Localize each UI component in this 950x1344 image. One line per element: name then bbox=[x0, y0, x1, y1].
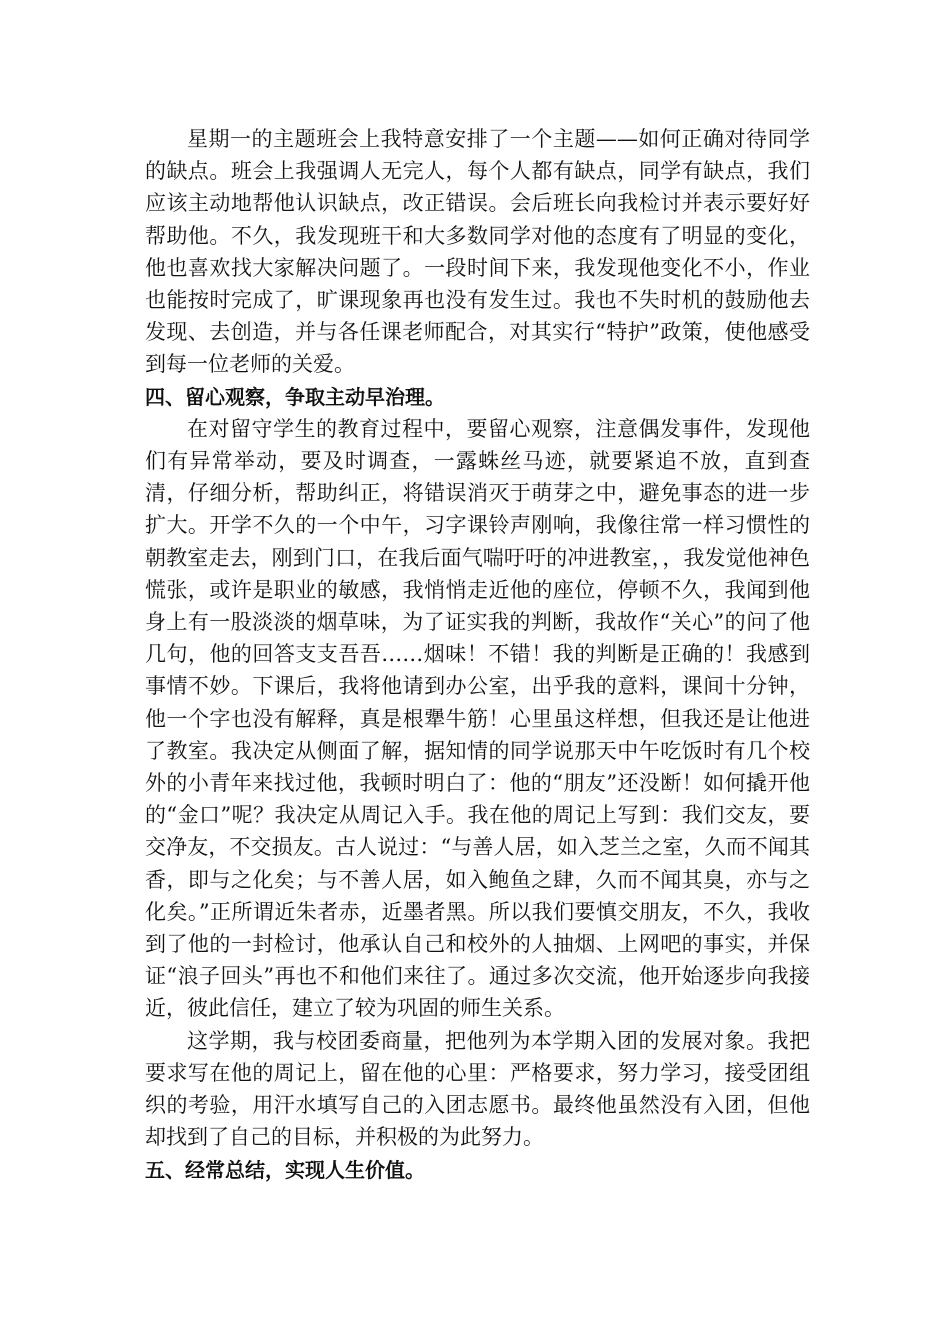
document-body bbox=[145, 123, 810, 1186]
body-paragraph-1: 星期一的主题班会上我特意安排了一个主题——如何正确对待同学的缺点。班会上我强调人无完人，每个人都有缺点，同学有缺点，我们应该主动地帮他认识缺点，改正错误。会后班长向我检讨并表示要好好帮助他。不久，我发现班干和大多数同学对他的态度有了明显的变化，他也喜欢找大家解决问题了。一段时间下来，我发现他变化不小，作业也能按时完成了，旷课现象再也没有发生过。我也不失时机的鼓励他去发现、去创造，并与各任课老师配合，对其实行“特护”政策，使他感受到每一位老师的关爱。 bbox=[145, 127, 810, 377]
section-heading-4: 四、留心观察，争取主动早治理。 bbox=[145, 384, 445, 409]
body-paragraph-2: 在对留守学生的教育过程中，要留心观察，注意偶发事件，发现他们有异常举动，要及时调查，一露蛛丝马迹，就要紧追不放，直到查清，仔细分析，帮助纠正，将错误消灭于萌芽之中，避免事态的进一步扩大。开学不久的一个中午，习字课铃声刚响，我像往常一样习惯性的朝教室走去，刚到门口，在我后面气喘吁吁的冲进教室，，我发觉他神色慌张，或许是职业的敏感，我悄悄走近他的座位，停顿不久，我闻到他身上有一股淡淡的烟草味，为了证实我的判断，我故作“关心”的问了他几句，他的回答支支吾吾……烟味！不错！我的判断是正确的！我感到事情不妙。下课后，我将他请到办公室，出乎我的意料，课间十分钟，他一个字也没有解释，真是根犟牛筋！心里虽这样想，但我还是让他进了教室。我决定从侧面了解，据知情的同学说那天中午吃饭时有几个校外的小青年来找过他，我顿时明白了：他的“朋友”还没断！如何撬开他的“金口”呢？我决定从周记入手。我在他的周记上写到：我们交友，要交净友，不交损友。古人说过：“与善人居，如入芝兰之室，久而不闻其香，即与之化矣；与不善人居，如入鲍鱼之肆，久而不闻其臭，亦与之化矣。”正所谓近朱者赤，近墨者黑。所以我们要慎交朋友，不久，我收到了他的一封检讨，他承认自己和校外的人抽烟、上网吧的事实，并保证“浪子回头”再也不和他们来往了。通过多次交流，他开始逐步向我接近，彼此信任，建立了较为巩固的师生关系。 bbox=[145, 416, 810, 1021]
section-heading-5: 五、经常总结，实现人生价值。 bbox=[145, 1157, 425, 1182]
body-paragraph-3: 这学期，我与校团委商量，把他列为本学期入团的发展对象。我把要求写在他的周记上，留在他的心里：严格要求，努力学习，接受团组织的考验，用汗水填写自己的入团志愿书。最终他虽然没有入团，但他却找到了自己的目标，并积极的为此努力。 bbox=[145, 1028, 810, 1150]
